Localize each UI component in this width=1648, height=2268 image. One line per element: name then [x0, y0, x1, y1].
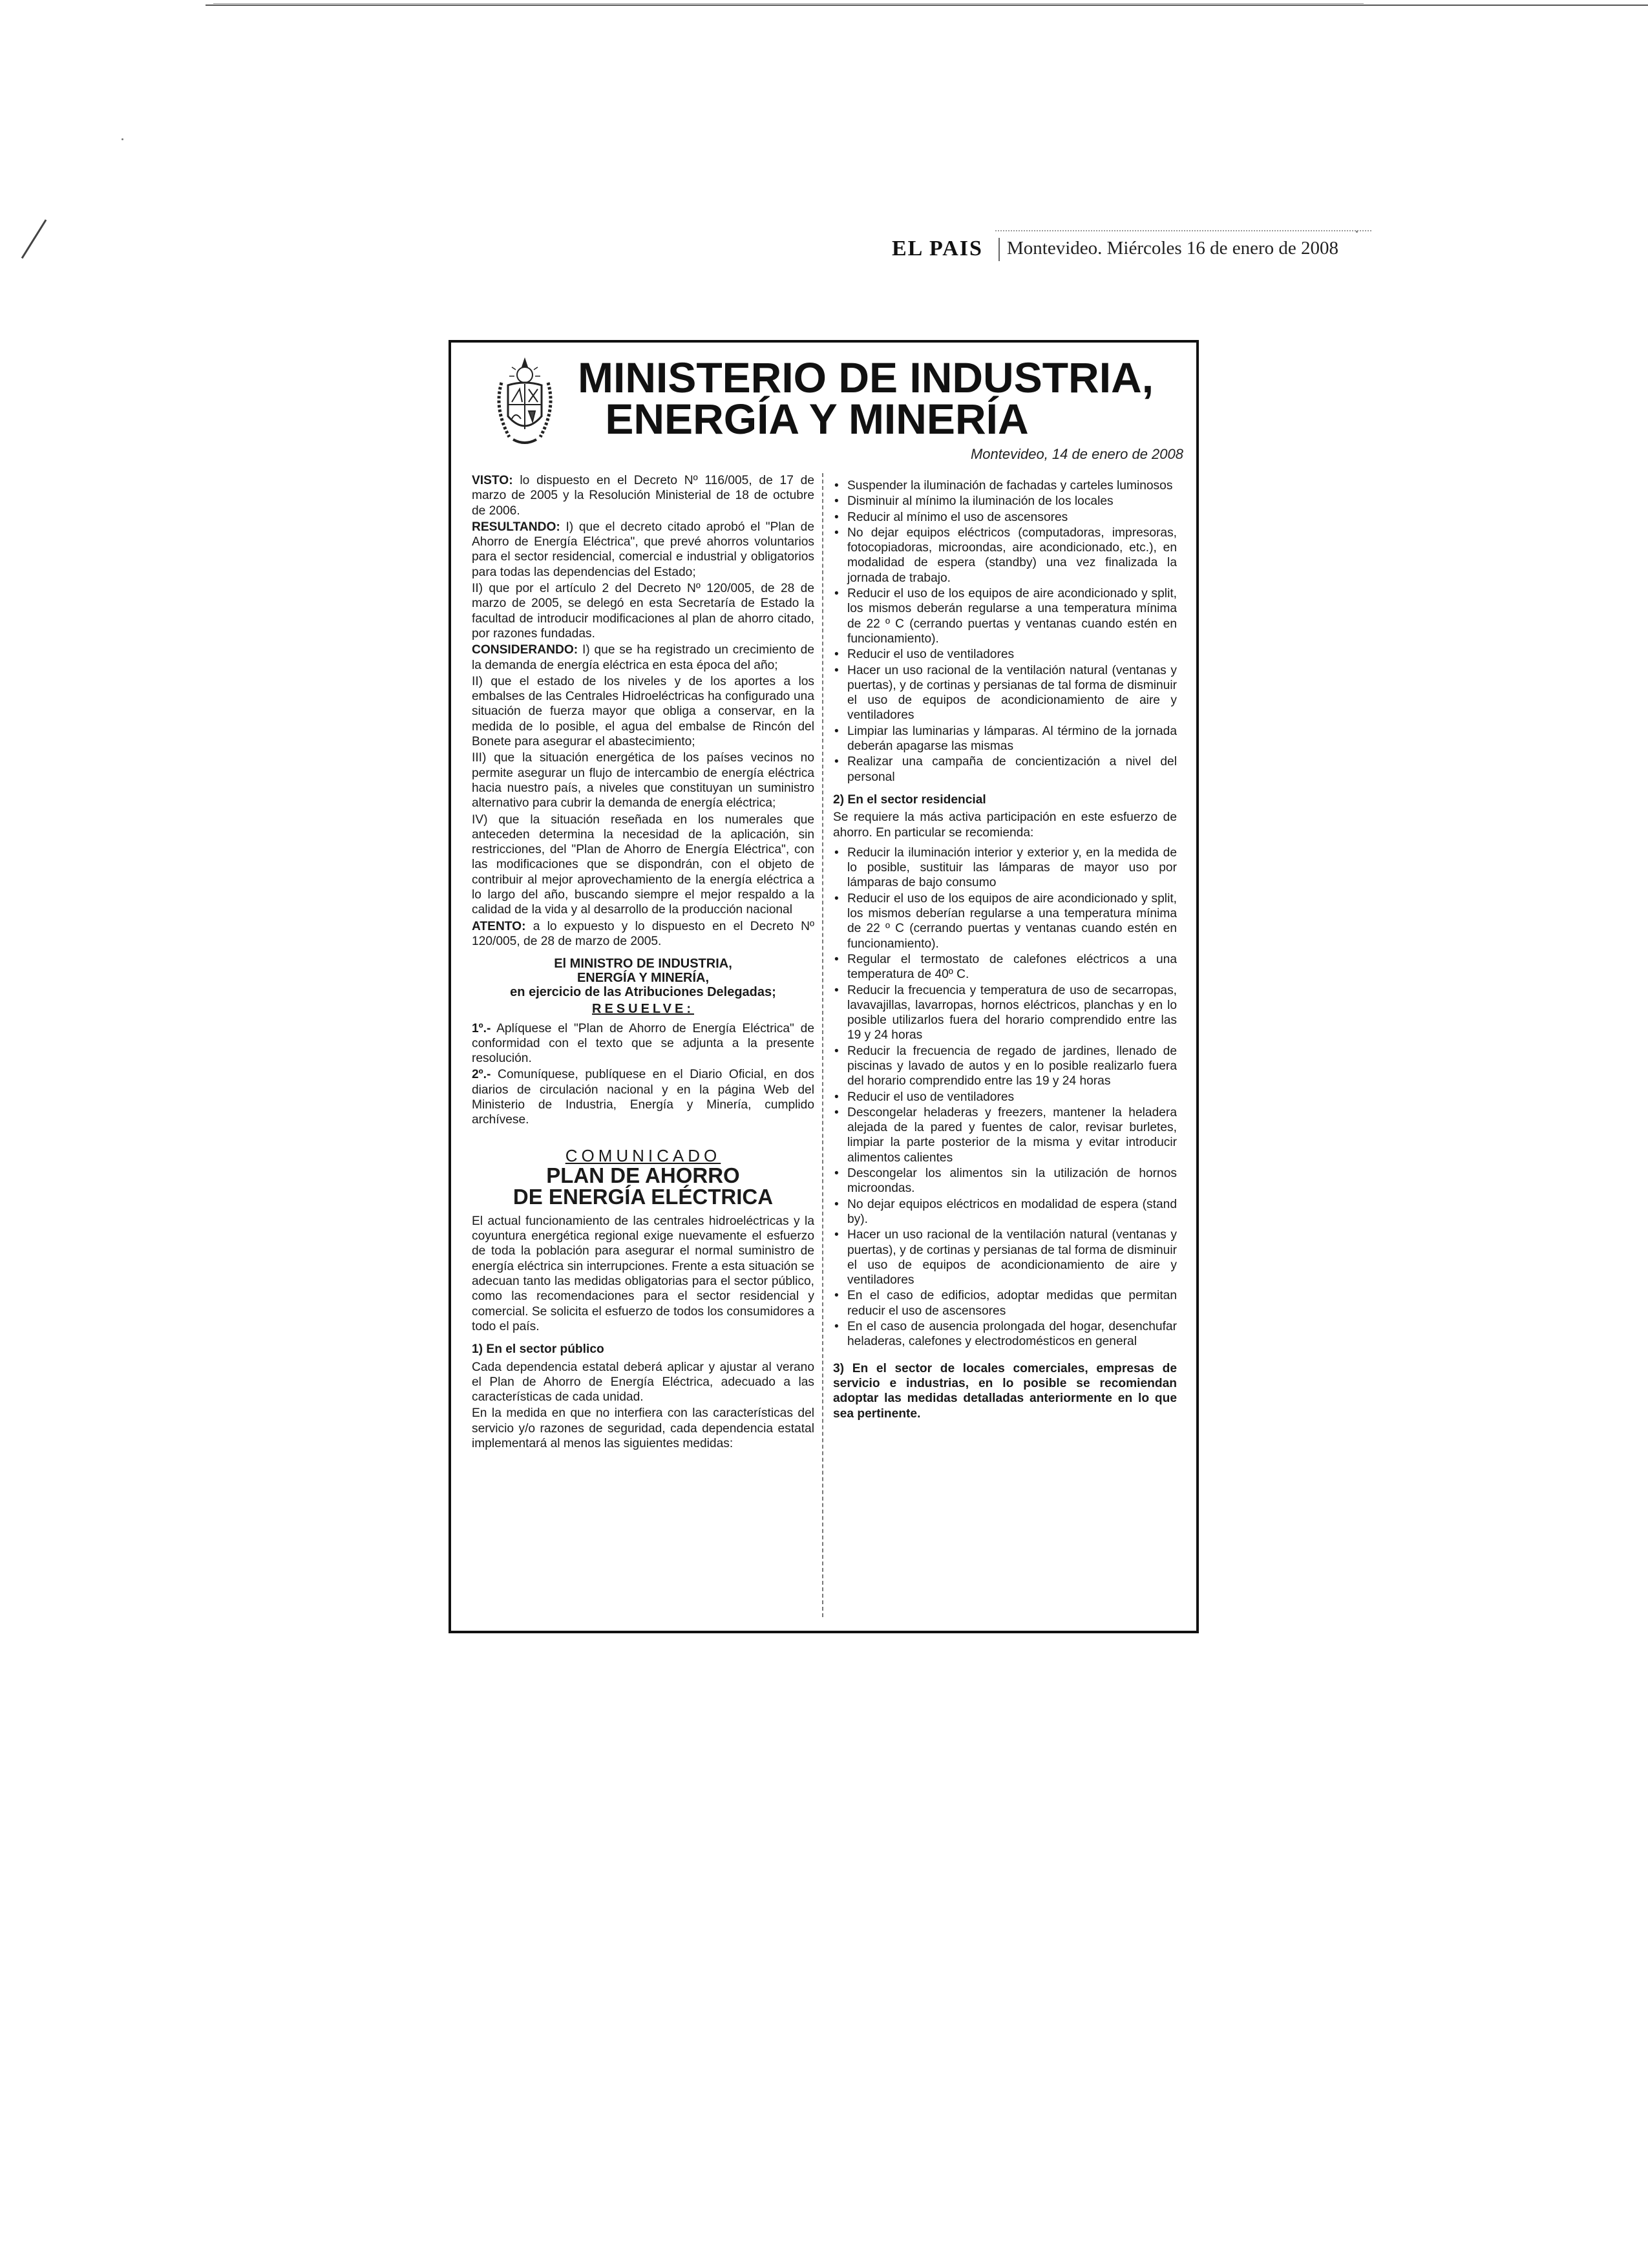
newspaper-name: EL PAIS [892, 237, 983, 260]
measure-text: Descongelar los alimentos sin la utilización de hornos microondas. [847, 1167, 1177, 1196]
resultando-label: RESULTANDO: [472, 520, 560, 534]
minister-line: en ejercicio de las Atribuciones Delegadas; [510, 985, 776, 1000]
measure-text: Limpiar las luminarias y lámparas. Al término de la jornada deberán apagarse las mismas [847, 724, 1177, 754]
plan-title [472, 1165, 814, 1207]
measure-text: Reducir el uso de los equipos de aire acondicionado y split, los mismos deberán regularse a una temperatura mínima de 22 º C (cerrando puertas y ventanas cuando estén en funcionamiento). [847, 587, 1177, 646]
measure-item [833, 952, 1177, 982]
bullet-icon: • [834, 891, 839, 906]
resultando-text: I) que el decreto citado aprobó el "Plan de Ahorro de Energía Eléctrica", que prevé ahorros voluntarios para el sector residencial, comercial e industrial y obligatorios para todas las dependencias del Estado; [472, 520, 814, 579]
measure-item [833, 586, 1177, 646]
measure-item [833, 1105, 1177, 1165]
coat-of-arms-icon [490, 357, 560, 449]
newspaper-masthead [892, 237, 1371, 265]
right-column [833, 473, 1177, 1423]
resuelve-heading: RESUELVE: [592, 1002, 694, 1017]
considerando-iv: IV) que la situación reseñada en los numerales que anteceden determina la necesidad de la aplicación, sin restricciones, del "Plan de Ahorro de Energía Eléctrica", con las modificaciones que se dispondrán, con el objeto de contribuir al mejor aprovechamiento de la energía eléctrica a lo largo del año, buscando siempre el mejor respaldo a la calidad de la vida y al desarrollo de la producción nacional [472, 812, 814, 917]
measure-item [833, 983, 1177, 1043]
considerando-iii: III) que la situación energética de los países vecinos no permite asegurar un flujo de intercambio de energía eléctrica hacia nuestro país, a niveles que constituyan un suministro alternativo para cubrir la demanda de energía eléctrica; [472, 751, 814, 811]
bullet-icon: • [834, 587, 839, 601]
measure-text: Realizar una campaña de concientización a nivel del personal [847, 755, 1177, 784]
measure-item [833, 510, 1177, 525]
bullet-icon: • [834, 510, 839, 524]
measure-text: Reducir la frecuencia de regado de jardines, llenado de piscinas y lavado de autos y en lo posible realizarlo fuera del horario comprendido entre las 19 y 24 horas [847, 1044, 1177, 1088]
section-1-text: Cada dependencia estatal deberá aplicar y ajustar al verano el Plan de Ahorro de Energía Eléctrica, adecuado a las características de cada unidad. [472, 1360, 814, 1404]
measure-text: Suspender la iluminación de fachadas y carteles luminosos [847, 479, 1173, 493]
ministry-notice [449, 340, 1199, 1633]
scan-edge-line [206, 5, 1648, 6]
minister-line: ENERGÍA Y MINERÍA, [576, 971, 710, 986]
measure-item [833, 647, 1177, 662]
measure-text: Descongelar heladeras y freezers, mantener la heladera alejada de la pared y fuentes de calor, revisar burletes, limpiar la parte posterior de la misma y evitar introducir alimentos calientes [847, 1105, 1177, 1165]
visto-label: VISTO: [472, 474, 513, 487]
column-divider [822, 473, 823, 1617]
bullet-icon: • [834, 525, 839, 540]
bullet-icon: • [834, 845, 839, 860]
scan-edge-line [213, 3, 1364, 4]
section-3-text: 3) En el sector de locales comerciales, empresas de servicio e industrias, en lo posible se recomiendan adoptar las medidas detalladas anteriormente en lo que sea pertinente. [833, 1361, 1177, 1421]
atento-text: a lo expuesto y lo dispuesto en el Decreto Nº 120/005, de 28 de marzo de 2005. [472, 919, 814, 948]
measure-item [833, 891, 1177, 951]
plan-title-line: DE ENERGÍA ELÉCTRICA [512, 1184, 774, 1209]
title-line: MINISTERIO DE INDUSTRIA, [578, 354, 1154, 401]
measure-item [833, 494, 1177, 509]
comunicado-heading: COMUNICADO [565, 1145, 721, 1165]
left-column [472, 473, 814, 1452]
bullet-icon: • [834, 952, 839, 966]
resultando-paragraph [472, 520, 814, 580]
measure-item [833, 1166, 1177, 1196]
measure-text: Reducir el uso de los equipos de aire acondicionado y split, los mismos deberían regularse a una temperatura mínima de 22 º C (cerrando puertas y ventanas cuando estén en funcionamiento). [847, 891, 1177, 951]
masthead-dateline: Montevideo. Miércoles 16 de enero de 2008 [1007, 238, 1338, 259]
measure-item [833, 478, 1177, 493]
bullet-icon: • [834, 1044, 839, 1058]
resolution-item-1 [472, 1021, 814, 1066]
measure-item [833, 1319, 1177, 1350]
measure-item [833, 1197, 1177, 1227]
residential-measures [833, 845, 1177, 1350]
measure-text: Reducir al mínimo el uso de ascensores [847, 510, 1068, 524]
measure-item [833, 845, 1177, 891]
section-1-text-continued: En la medida en que no interfiera con las características del servicio y/o razones de seguridad, cada dependencia estatal implementará al menos las siguientes medidas: [472, 1406, 814, 1451]
measure-item [833, 525, 1177, 586]
bullet-icon: • [834, 983, 839, 997]
plan-intro: El actual funcionamiento de las centrales hidroeléctricas y la coyuntura energética regional exige nuevamente el esfuerzo de toda la población para asegurar el normal suministro de energía eléctrica sin interrupciones. Frente a esta situación se adecuan tanto las medidas obligatorias para el sector público, como las recomendaciones para el sector residencial y comercial. Se solicita el esfuerzo de todos los consumidores a todo el país. [472, 1214, 814, 1333]
bullet-icon: • [834, 1228, 839, 1242]
bullet-icon: • [834, 755, 839, 769]
resolution-text: Comuníquese, publíquese en el Diario Oficial, en dos diarios de circulación nacional y en la página Web del Ministerio de Industria, Energía y Minería, cumplido archívese. [472, 1068, 814, 1127]
plan-title-line: PLAN DE AHORRO [546, 1163, 740, 1187]
section-2-heading: 2) En el sector residencial [833, 792, 986, 807]
measure-text: No dejar equipos eléctricos (computadoras, impresoras, fotocopiadoras, microondas, aire acondicionado, etc.), en modalidad de espera (standby) una vez finalizada la jornada de trabajo. [847, 525, 1177, 585]
bullet-icon: • [834, 1289, 839, 1303]
resultando-ii: II) que por el artículo 2 del Decreto Nº 120/005, de 28 de marzo de 2005, se delegó en esta Secretaría de Estado la facultad de introducir modificaciones al plan de ahorro citado, por razones fundadas. [472, 582, 814, 641]
resolution-item-2 [472, 1067, 814, 1127]
pencil-mark [21, 219, 47, 259]
resolution-number: 1º.- [472, 1021, 491, 1035]
measure-text: Reducir la frecuencia y temperatura de uso de secarropas, lavavajillas, lavarropas, hornos eléctricos, planchas y en lo posible utilizarlos fuera del horario comprendido entre las 19 y 24 horas [847, 983, 1177, 1043]
measure-text: Reducir el uso de ventiladores [847, 648, 1015, 662]
measure-text: En el caso de edificios, adoptar medidas que permitan reducir el uso de ascensores [847, 1289, 1177, 1318]
measure-text: Reducir la iluminación interior y exterior y, en la medida de lo posible, sustituir las lámparas de mayor uso por lámparas de bajo consumo [847, 845, 1177, 890]
scan-speck [121, 138, 123, 140]
measure-text: Disminuir al mínimo la iluminación de los locales [847, 494, 1114, 509]
measure-item [833, 1044, 1177, 1089]
considerando-text: I) que se ha registrado un crecimiento de la demanda de energía eléctrica en esta época del año; [472, 643, 814, 672]
ministry-title [578, 354, 1154, 443]
visto-text: lo dispuesto en el Decreto Nº 116/005, de 17 de marzo de 2005 y la Resolución Ministerial de 18 de octubre de 2006. [472, 474, 814, 518]
resolution-text: Aplíquese el "Plan de Ahorro de Energía Eléctrica" de conformidad con el texto que se adjunta a la presente resolución. [472, 1021, 814, 1066]
measure-item [833, 754, 1177, 785]
minister-line: El MINISTRO DE INDUSTRIA, [554, 957, 732, 971]
measure-text: Reducir el uso de ventiladores [847, 1090, 1015, 1104]
masthead-dotted-rule [995, 230, 1371, 231]
measure-text: En el caso de ausencia prolongada del hogar, desenchufar heladeras, calefones y electrodomésticos en general [847, 1320, 1177, 1349]
bullet-icon: • [834, 663, 839, 677]
measure-text: Regular el termostato de calefones eléctricos a una temperatura de 40º C. [847, 952, 1177, 982]
measure-text: Hacer un uso racional de la ventilación natural (ventanas y puertas), y de cortinas y persianas de tal forma de disminuir el uso de equipos de acondicionamiento de aire y ventiladores [847, 663, 1177, 723]
bullet-icon: • [834, 1105, 839, 1119]
measure-item [833, 1288, 1177, 1319]
measure-text: No dejar equipos eléctricos en modalidad de espera (stand by). [847, 1197, 1177, 1226]
resolution-number: 2º.- [472, 1068, 491, 1082]
section-1-heading: 1) En el sector público [472, 1342, 604, 1357]
atento-label: ATENTO: [472, 919, 526, 933]
bullet-icon: • [834, 494, 839, 509]
measure-item [833, 1227, 1177, 1288]
masthead-separator [998, 238, 1000, 261]
public-sector-measures [833, 478, 1177, 785]
bullet-icon: • [834, 1197, 839, 1211]
bullet-icon: • [834, 648, 839, 662]
title-line: ENERGÍA Y MINERÍA [605, 395, 1029, 443]
bullet-icon: • [834, 1167, 839, 1181]
minister-heading [472, 957, 814, 999]
section-2-text: Se requiere la más activa participación en este esfuerzo de ahorro. En particular se recomienda: [833, 811, 1177, 840]
measure-item [833, 724, 1177, 754]
measure-text: Hacer un uso racional de la ventilación natural (ventanas y puertas), y de cortinas y persianas de tal forma de disminuir el uso de equipos de acondicionamiento de aire y ventiladores [847, 1228, 1177, 1288]
bullet-icon: • [834, 1320, 839, 1334]
resolution-date: Montevideo, 14 de enero de 2008 [970, 446, 1183, 462]
bullet-icon: • [834, 724, 839, 738]
considerando-ii: II) que el estado de los niveles y de los aportes a los embalses de las Centrales Hidroeléctricas ha configurado una situación de fuerza mayor que obliga a conservar, en la medida de lo posible, el agua del embalse de Rincón del Bonete para asegurar el abastecimiento; [472, 674, 814, 749]
considerando-label: CONSIDERANDO: [472, 643, 578, 657]
measure-item [833, 663, 1177, 723]
considerando-paragraph [472, 642, 814, 673]
visto-paragraph [472, 473, 814, 518]
measure-item [833, 1090, 1177, 1105]
atento-paragraph [472, 919, 814, 949]
bullet-icon: • [834, 1090, 839, 1104]
bullet-icon: • [834, 479, 839, 493]
